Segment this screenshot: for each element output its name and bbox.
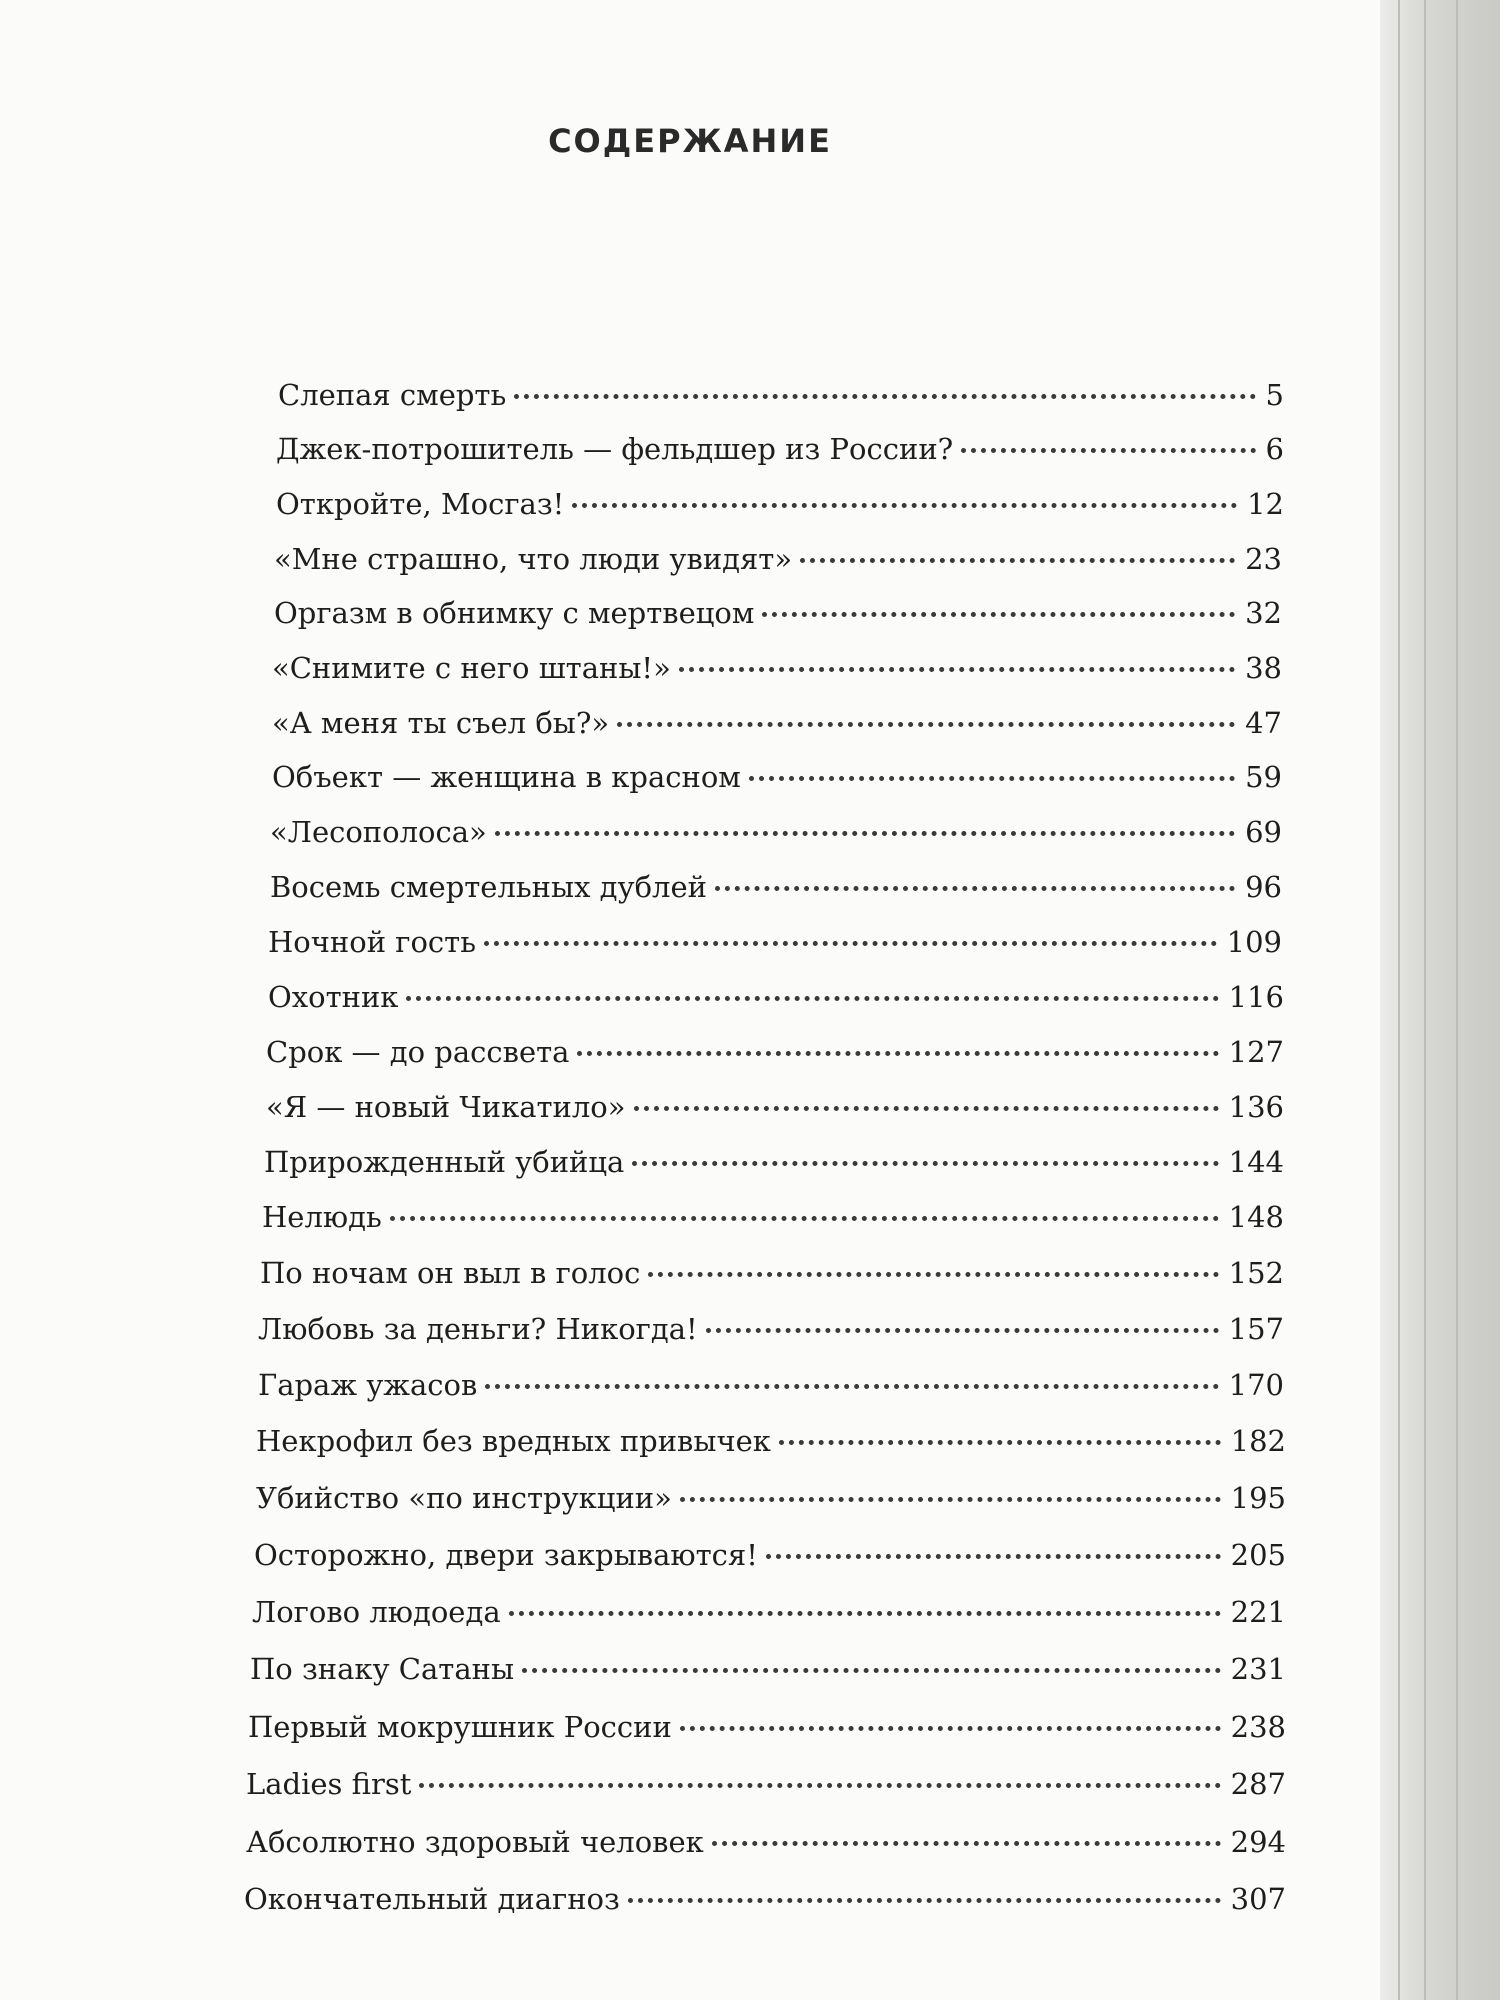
dot-leader [522, 1668, 1221, 1673]
toc-entry-title: Гараж ужасов [258, 1368, 478, 1402]
toc-entry [272, 651, 1282, 699]
toc-entry-page: 287 [1230, 1767, 1286, 1801]
book-page-edge [1380, 0, 1500, 2000]
toc-entry-title: Абсолютно здоровый человек [246, 1825, 704, 1859]
toc-entry [256, 1481, 1286, 1529]
toc-entry [250, 1652, 1286, 1700]
toc-entry-page: 12 [1247, 487, 1284, 521]
toc-entry-title: «Снимите с него штаны!» [272, 651, 671, 685]
toc-entry-page: 205 [1230, 1538, 1286, 1572]
toc-entry-title: Объект — женщина в красном [272, 760, 741, 794]
dot-leader [961, 448, 1255, 453]
dot-leader [680, 1497, 1221, 1502]
toc-entry [264, 1145, 1284, 1193]
dot-leader [706, 1328, 1219, 1333]
toc-entry [274, 542, 1282, 590]
toc-entry-title: «Мне страшно, что люди увидят» [274, 542, 793, 576]
dot-leader [648, 1272, 1218, 1277]
toc-entry [276, 487, 1284, 535]
toc-entry-title: Срок — до рассвета [266, 1035, 570, 1069]
toc-entry-page: 182 [1230, 1424, 1286, 1458]
toc-entry [268, 980, 1284, 1028]
dot-leader [762, 612, 1235, 617]
toc-entry-title: Откройте, Мосгаз! [276, 487, 565, 521]
dot-leader [419, 1783, 1220, 1788]
toc-entry-title: Восемь смертельных дублей [270, 870, 707, 904]
toc-entry-page: 152 [1228, 1256, 1284, 1290]
toc-entry-title: Охотник [268, 980, 399, 1014]
toc-entry-title: Некрофил без вредных привычек [256, 1424, 771, 1458]
toc-entry-page: 69 [1245, 815, 1282, 849]
dot-leader [749, 776, 1235, 781]
dot-leader [514, 394, 1255, 399]
dot-leader [628, 1898, 1221, 1903]
toc-entry-page: 127 [1228, 1035, 1284, 1069]
toc-entry-page: 96 [1245, 870, 1282, 904]
toc-entry-page: 38 [1245, 651, 1282, 685]
dot-leader [406, 996, 1218, 1001]
toc-entry [274, 596, 1282, 644]
toc-entry-page: 136 [1228, 1090, 1284, 1124]
toc-entry [258, 1312, 1284, 1360]
dot-leader [779, 1440, 1221, 1445]
toc-entry [262, 1200, 1284, 1248]
dot-leader [712, 1841, 1221, 1846]
toc-entry [270, 870, 1282, 918]
dot-leader [577, 1051, 1218, 1056]
toc-entry-title: Прирожденный убийца [264, 1145, 625, 1179]
dot-leader [632, 1161, 1218, 1166]
toc-entry [244, 1882, 1286, 1930]
toc-entry-title: Окончательный диагноз [244, 1882, 620, 1916]
toc-entry-page: 5 [1265, 378, 1284, 412]
toc-entry [266, 1090, 1284, 1138]
toc-entry [278, 378, 1284, 426]
toc-entry-page: 238 [1230, 1710, 1286, 1744]
toc-entry-page: 294 [1230, 1825, 1286, 1859]
toc-entry-title: Первый мокрушник России [248, 1710, 672, 1744]
toc-entry [260, 1256, 1284, 1304]
toc-entry-title: По знаку Сатаны [250, 1652, 515, 1686]
toc-entry-title: Джек-потрошитель — фельдшер из России? [276, 432, 954, 466]
dot-leader [679, 667, 1235, 672]
toc-entry-title: Любовь за деньги? Никогда! [258, 1312, 698, 1346]
toc-entry [246, 1767, 1286, 1815]
toc-entry-title: Оргазм в обнимку с мертвецом [274, 596, 755, 630]
dot-leader [484, 941, 1217, 946]
toc-entry-page: 109 [1226, 925, 1282, 959]
toc-entry-title: «Я — новый Чикатило» [266, 1090, 626, 1124]
toc-entry-page: 195 [1230, 1481, 1286, 1515]
dot-leader [634, 1106, 1219, 1111]
toc-entry-title: По ночам он выл в голос [260, 1256, 641, 1290]
toc-entry-page: 23 [1245, 542, 1282, 576]
toc-entry-page: 148 [1228, 1200, 1284, 1234]
toc-entry-page: 116 [1228, 980, 1284, 1014]
toc-entry-page: 157 [1228, 1312, 1284, 1346]
dot-leader [485, 1384, 1218, 1389]
toc-entry-page: 307 [1230, 1882, 1286, 1916]
toc-entry-page: 170 [1228, 1368, 1284, 1402]
dot-leader [766, 1554, 1221, 1559]
toc-entry [268, 925, 1282, 973]
toc-entry-title: Убийство «по инструкции» [256, 1481, 672, 1515]
toc-entry [276, 432, 1284, 480]
toc-entry [258, 1368, 1284, 1416]
toc-entry-title: Логово людоеда [252, 1595, 501, 1629]
dot-leader [617, 722, 1235, 727]
toc-entry-page: 47 [1245, 706, 1282, 740]
toc-entry [246, 1825, 1286, 1873]
toc-entry-page: 6 [1265, 432, 1284, 466]
dot-leader [715, 886, 1235, 891]
toc-entry-title: Осторожно, двери закрываются! [254, 1538, 758, 1572]
toc-entry-page: 32 [1245, 596, 1282, 630]
toc-entry [272, 760, 1282, 808]
toc-entry [256, 1424, 1286, 1472]
toc-entry-title: Ladies first [246, 1767, 412, 1801]
dot-leader [390, 1216, 1219, 1221]
dot-leader [800, 558, 1235, 563]
toc-entry-page: 59 [1245, 760, 1282, 794]
page-title: СОДЕРЖАНИЕ [548, 122, 832, 160]
toc-entry-title: Нелюдь [262, 1200, 382, 1234]
toc-entry-title: «А меня ты съел бы?» [272, 706, 610, 740]
toc-entry-title: Ночной гость [268, 925, 476, 959]
toc-entry [252, 1595, 1286, 1643]
toc-entry [270, 815, 1282, 863]
toc-entry-title: «Лесополоса» [270, 815, 487, 849]
toc-entry [272, 706, 1282, 754]
toc-entry [248, 1710, 1286, 1758]
toc-entry-page: 221 [1230, 1595, 1286, 1629]
dot-leader [509, 1611, 1221, 1616]
toc-entry [254, 1538, 1286, 1586]
dot-leader [680, 1726, 1221, 1731]
toc-entry-page: 144 [1228, 1145, 1284, 1179]
toc-entry-title: Слепая смерть [278, 378, 507, 412]
toc-entry-page: 231 [1230, 1652, 1286, 1686]
toc-entry [266, 1035, 1284, 1083]
dot-leader [495, 831, 1235, 836]
dot-leader [572, 503, 1237, 508]
